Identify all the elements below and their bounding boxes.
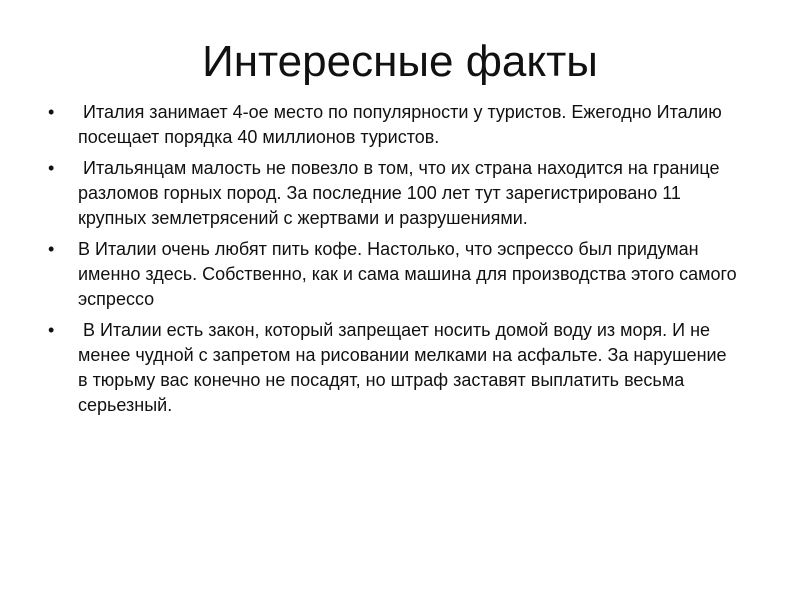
bullet-item-1	[48, 100, 738, 150]
bullet-text: Итальянцам малость не повезло в том, что их страна находится на границе разломов горных пород. За последние 100 лет тут зарегистрировано 11 крупных землетрясений с жертвами и разрушениями.	[78, 158, 725, 228]
bullet-dot-icon: •	[48, 239, 55, 259]
bullet-dot-icon: •	[48, 102, 55, 122]
bullet-item-3	[48, 237, 742, 312]
bullet-item-4	[48, 318, 738, 418]
bullet-dot-icon: •	[48, 158, 55, 178]
slide-title: Интересные факты	[202, 37, 598, 86]
bullet-item-2	[48, 156, 738, 231]
bullet-text: Италия занимает 4-ое место по популярности у туристов. Ежегодно Италию посещает порядка 40 миллионов туристов.	[78, 102, 727, 147]
bullet-text: В Италии есть закон, который запрещает носить домой воду из моря. И не менее чудной с запретом на рисовании мелками на асфальте. За нарушение в тюрьму вас конечно не посадят, но штраф заставят выплатить весьма серьезный.	[78, 320, 732, 415]
bullet-dot-icon: •	[48, 320, 55, 340]
bullet-list	[48, 100, 742, 424]
bullet-text: В Италии очень любят пить кофе. Настолько, что эспрессо был придуман именно здесь. Собственно, как и сама машина для производства этого самого эспрессо	[78, 239, 742, 309]
